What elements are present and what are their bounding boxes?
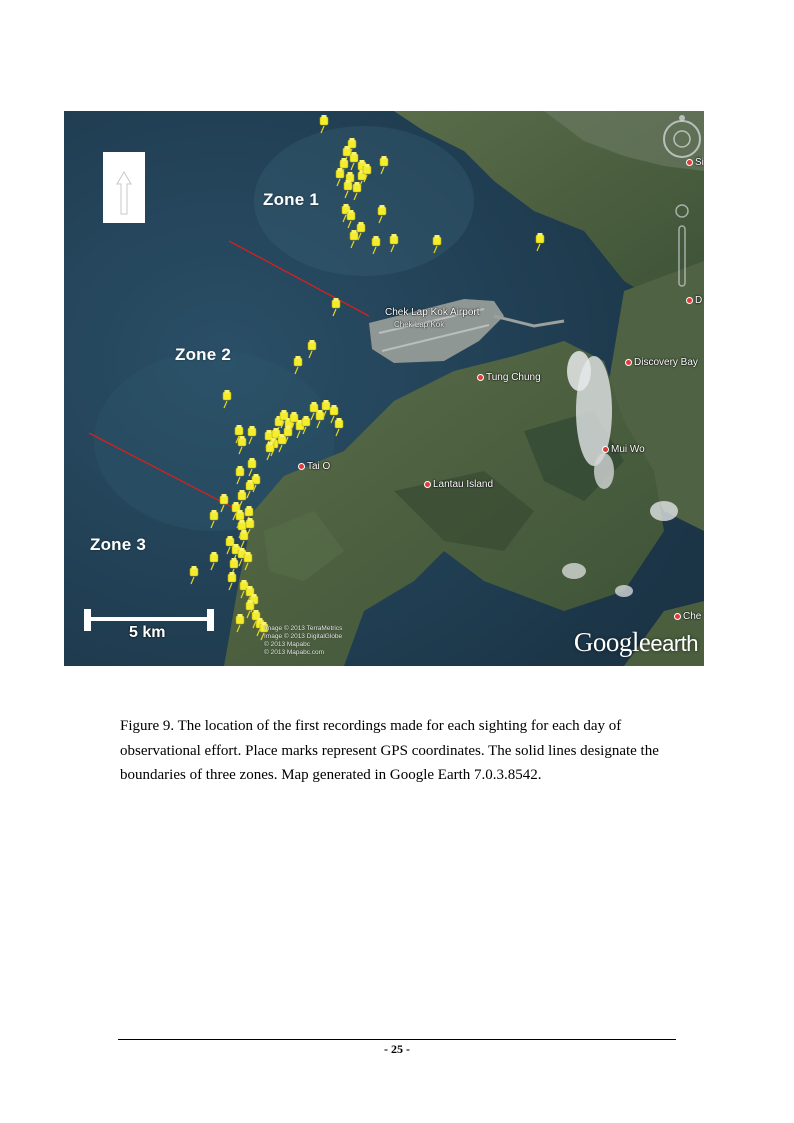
attribution-line: © 2013 Mapabc	[264, 641, 310, 648]
place-lantau-island	[424, 479, 493, 490]
place-tai-o-label: Tai O	[307, 461, 331, 472]
attribution-line: Image © 2013 DigitalGlobe	[264, 633, 343, 640]
place-edge-che-label: Che	[683, 611, 702, 622]
place-dot-icon	[298, 463, 305, 470]
page-number: - 25 -	[384, 1042, 410, 1056]
place-edge-d	[686, 295, 702, 306]
place-dot-icon	[686, 297, 693, 304]
footer-rule	[118, 1039, 676, 1040]
place-tung-chung	[477, 372, 541, 383]
place-dot-icon	[424, 481, 431, 488]
place-dot-icon	[674, 613, 681, 620]
map-attribution	[264, 625, 342, 657]
satellite-map	[64, 111, 704, 666]
place-edge-d-label: D	[695, 295, 703, 306]
place-dot-icon	[477, 374, 484, 381]
place-dot-icon	[625, 359, 632, 366]
logo-google: Google	[573, 627, 651, 657]
place-airport-label: Chek Lap Kok Airport	[385, 307, 480, 318]
scale-label: 5 km	[129, 624, 166, 641]
place-mui-wo	[602, 444, 645, 455]
north-arrow-icon	[103, 152, 145, 223]
place-dot-icon	[602, 446, 609, 453]
google-earth-logo	[574, 627, 698, 658]
logo-earth: earth	[650, 631, 698, 656]
place-discovery-bay-label: Discovery Bay	[634, 357, 698, 368]
attribution-line: Image © 2013 TerraMetrics	[264, 625, 343, 632]
place-airport-sub: Chek Lap Kok	[394, 320, 445, 329]
zone-1-label: Zone 1	[263, 190, 319, 209]
place-dot-icon	[686, 159, 693, 166]
place-tai-o	[298, 461, 330, 472]
map-graphic	[64, 111, 704, 666]
place-edge-che	[674, 611, 701, 622]
place-mui-wo-label: Mui Wo	[611, 444, 645, 455]
place-edge-si	[686, 157, 704, 168]
attribution-line: © 2013 Mapabc.com	[264, 649, 325, 656]
place-airport	[385, 307, 480, 318]
zone-2-label: Zone 2	[175, 345, 231, 364]
place-discovery-bay	[625, 357, 698, 368]
place-lantau-island-label: Lantau Island	[433, 479, 494, 490]
figure-caption: Figure 9. The location of the first recordings made for each sighting for each day of observational effort. Place marks represent GPS coordinates. The solid lines designate the boundaries of three zones. Map generated in Google Earth 7.0.3.8542.	[120, 718, 659, 783]
place-edge-si-label: Si	[695, 157, 704, 168]
place-tung-chung-label: Tung Chung	[486, 372, 541, 383]
zone-3-label: Zone 3	[90, 535, 146, 554]
north-arrow	[103, 152, 145, 223]
